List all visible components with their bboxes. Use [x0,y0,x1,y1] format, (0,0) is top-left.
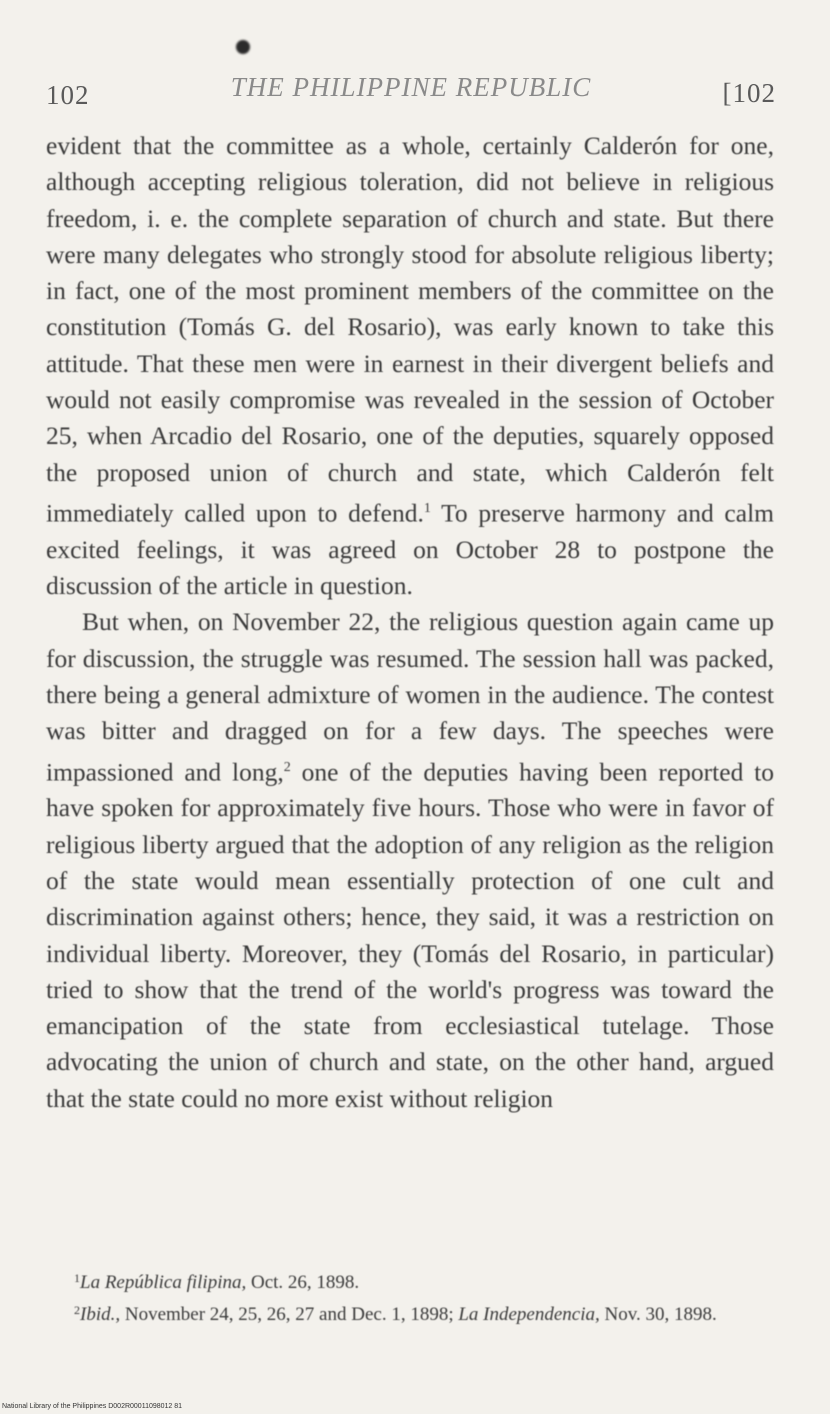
ink-spot [236,40,250,54]
scan-credit: National Library of the Philippines D002R00011098012 81 [2,1403,183,1410]
running-title: THE PHILIPPINE REPUBLIC [230,72,592,102]
paragraph-1 [46,128,774,604]
footnote-1 [50,1266,776,1295]
footnote-1-title: La República filipina, [80,1272,247,1293]
paragraph-2-text-a: But when, on November 22, the religious question again came up for discussion, the struggle was resumed. The session hall was packed, there being a general admixture of women in the audience. The contest was bitter and dragged on for a few days. The speeches were impassioned and long, [46,607,774,787]
running-header [46,72,776,112]
footnote-2-text: November 24, 25, 26, 27 and Dec. 1, 1898; [120,1304,459,1325]
paragraph-2-text-b: one of the deputies having been reported to have spoken for approximately five hours. Those who were in favor of religious liberty argued that the adoption of any religion as the religion of the state would mean essentially protection of one cult and discrimination against others; hence, they said, it was a restriction on individual liberty. Moreover, they (Tomás del Rosario, in particular) tried to show that the trend of the world's progress was toward the emancipation of the state from ecclesiastical tutelage. Those advocating the union of church and state, on the other hand, argued that the state could no more exist without religion [46,757,775,1113]
footnote-2 [50,1298,776,1327]
footnote-1-marker: 1 [74,1271,80,1285]
body-text [46,128,774,1117]
footnote-2-ibid: Ibid., [80,1304,121,1325]
section-number: [102 [722,78,776,108]
footnote-1-text: Oct. 26, 1898. [246,1272,360,1293]
footnote-ref-2: 2 [283,759,291,775]
footnotes [50,1266,776,1330]
paragraph-1-text-a: evident that the committee as a whole, certainly Calderón for one, although accepting religious toleration, did not believe in religious freedom, i. e. the complete separation of church and state. But there were many delegates who strongly stood for absolute religious liberty; in fact, one of the most prominent members of the committee on the constitution (Tomás G. del Rosario), was early known to take this attitude. That these men were in earnest in their divergent beliefs and would not easily compromise was revealed in the session of October 25, when Arcadio del Rosario, one of the deputies, squarely opposed the proposed union of church and state, which Calderón felt immediately called upon to defend. [46,131,774,528]
paragraph-1-text-b: To preserve harmony and calm excited feelings, it was agreed on October 28 to postpone the discussion of the article in question. [46,498,774,601]
footnote-2-title: La Independencia, [458,1304,600,1325]
paragraph-2 [46,604,774,1117]
page-number: 102 [46,80,90,110]
footnote-ref-1: 1 [423,500,431,516]
footnote-2-marker: 2 [74,1303,80,1317]
footnote-2-text-end: Nov. 30, 1898. [599,1304,717,1325]
